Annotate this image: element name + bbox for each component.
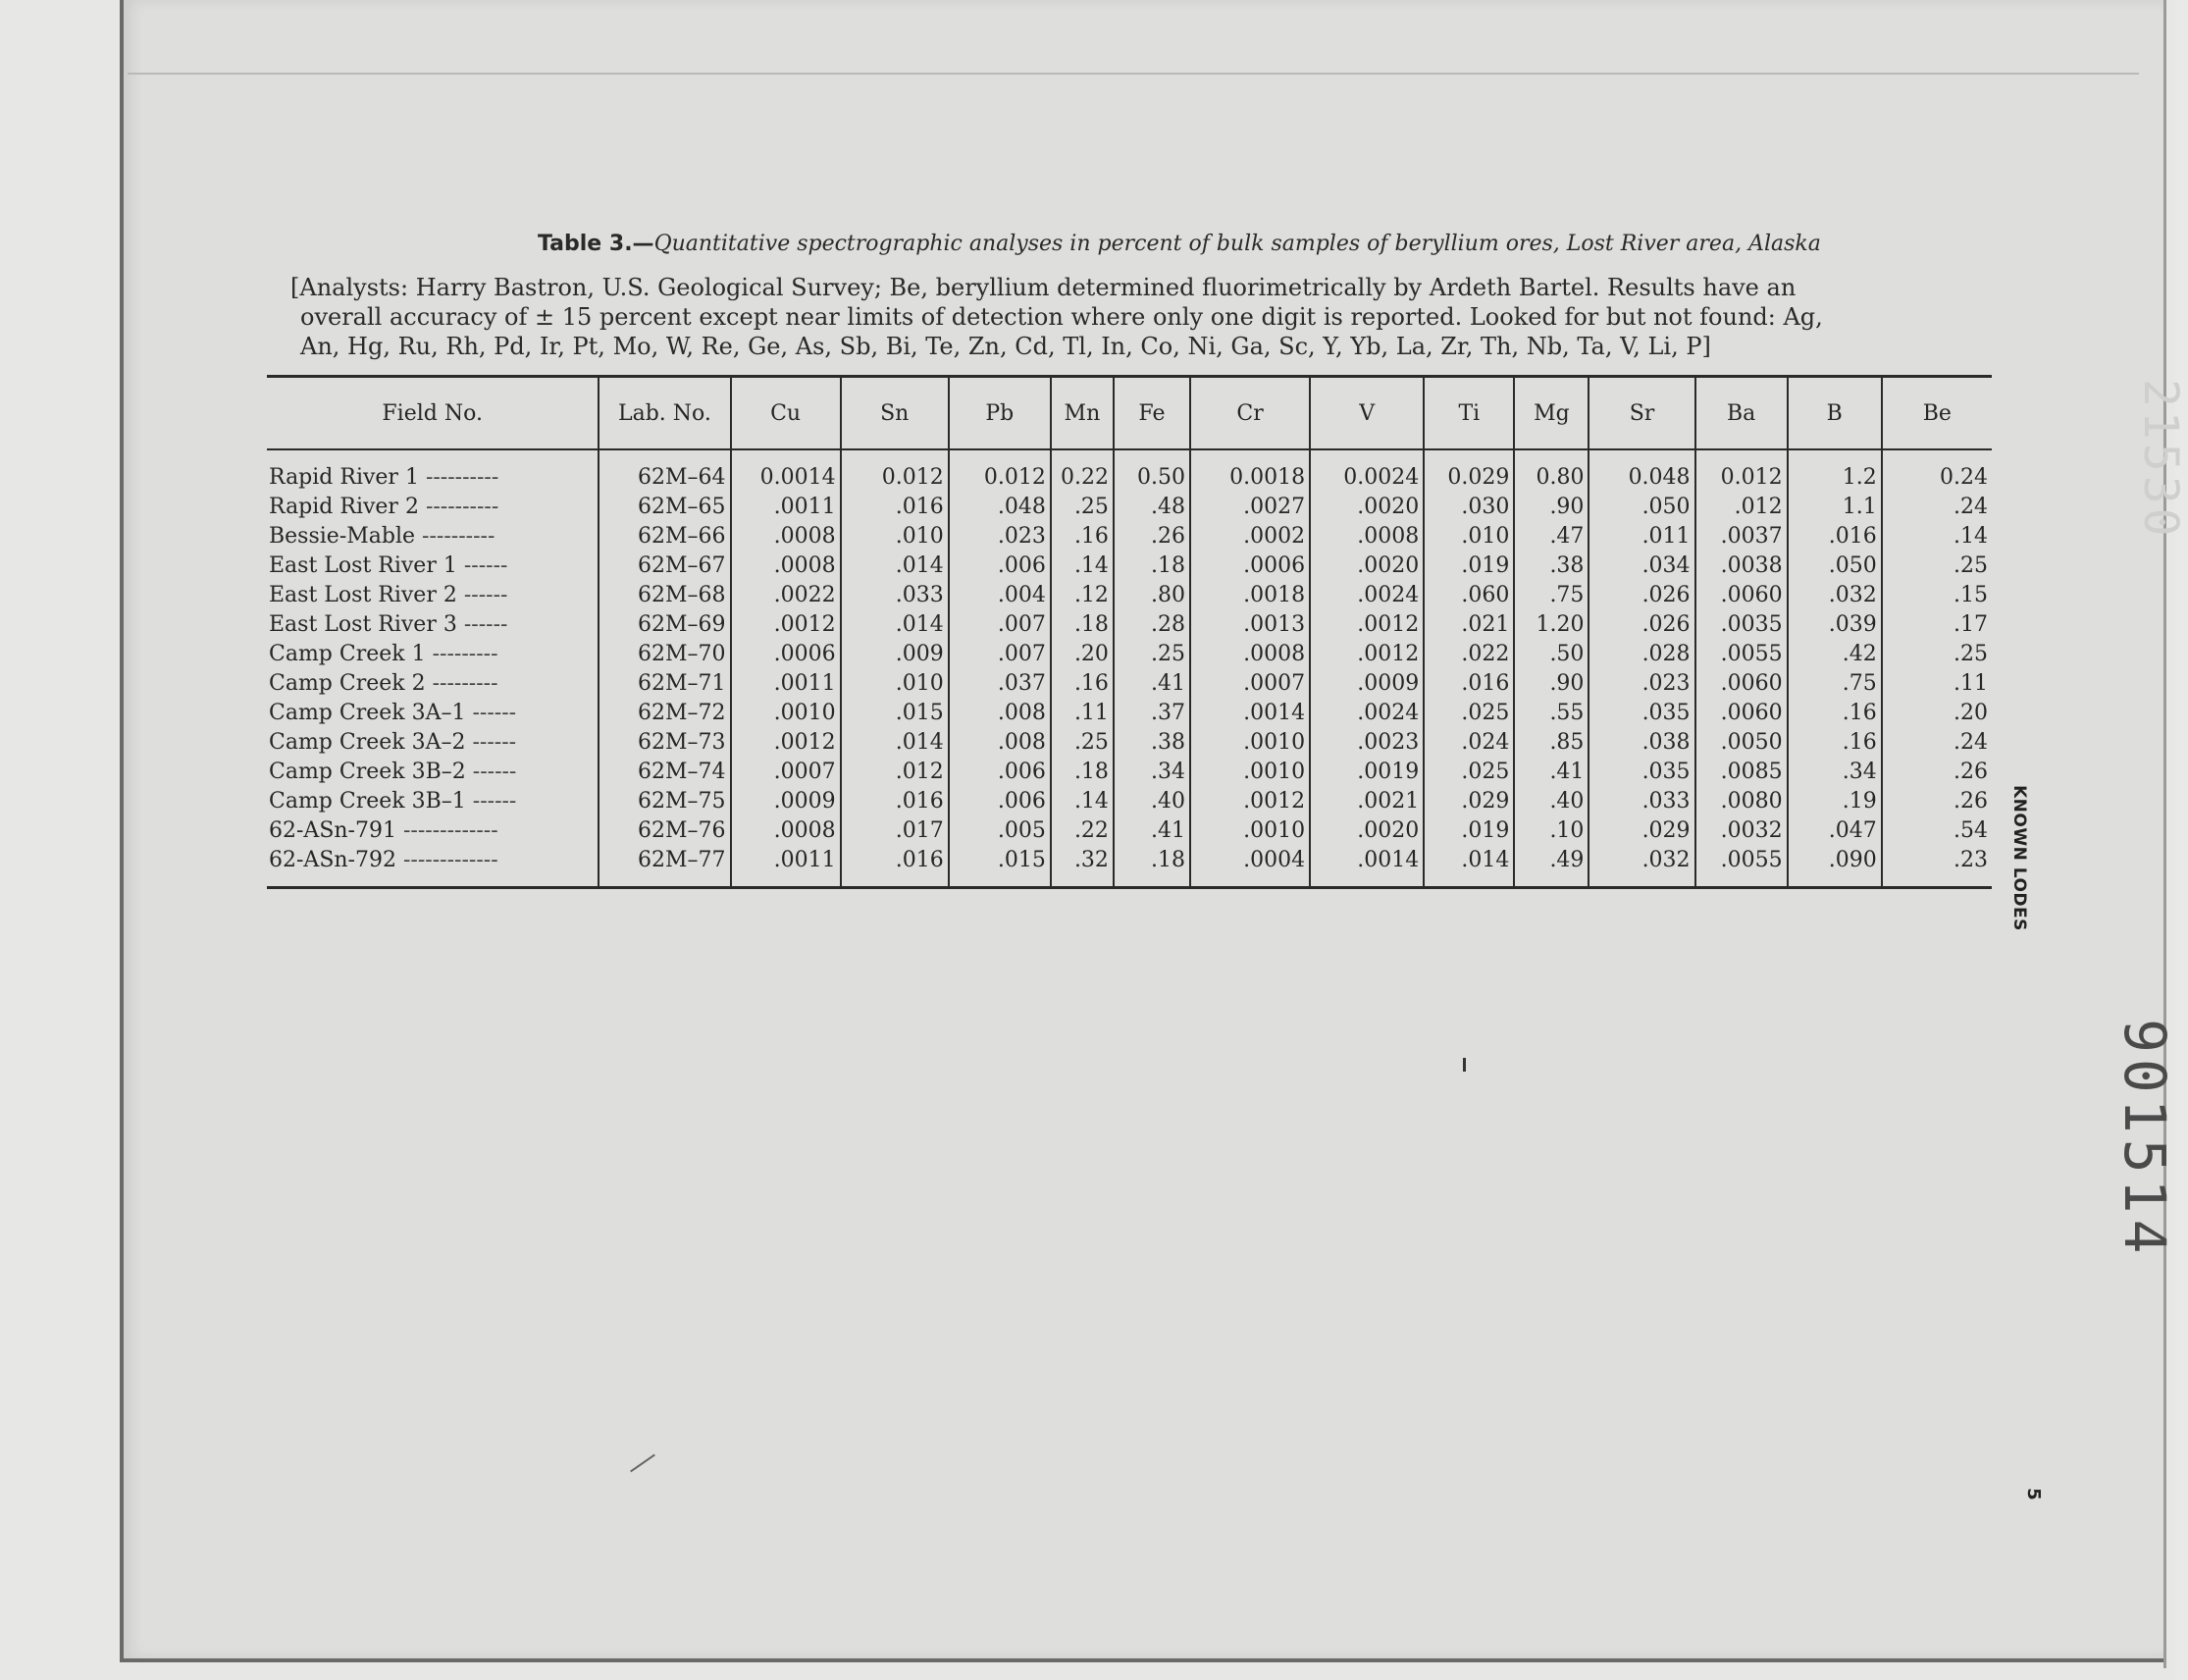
value-cell: .010 — [841, 521, 949, 551]
value-cell: .41 — [1114, 815, 1190, 845]
value-cell: .0080 — [1695, 786, 1788, 815]
table-row — [267, 492, 1992, 521]
column-header: Cr — [1190, 377, 1310, 450]
table-row — [267, 786, 1992, 815]
table-row — [267, 668, 1992, 698]
value-cell: .11 — [1051, 698, 1114, 727]
column-header: Sr — [1589, 377, 1694, 450]
value-cell: .55 — [1514, 698, 1589, 727]
value-cell: .11 — [1882, 668, 1992, 698]
column-header: Be — [1882, 377, 1992, 450]
value-cell: .038 — [1589, 727, 1694, 757]
table-title — [538, 232, 1821, 256]
field-no-text: Bessie-Mable — [269, 523, 416, 549]
value-cell: 1.20 — [1514, 609, 1589, 639]
value-cell: .014 — [841, 727, 949, 757]
value-cell: .016 — [841, 786, 949, 815]
value-cell: .75 — [1514, 580, 1589, 609]
value-cell: .54 — [1882, 815, 1992, 845]
value-cell: .034 — [1589, 551, 1694, 580]
section-label: KNOWN LODES — [2009, 785, 2029, 931]
value-cell: .47 — [1514, 521, 1589, 551]
value-cell: .26 — [1114, 521, 1190, 551]
value-cell: .0024 — [1310, 698, 1424, 727]
value-cell: .019 — [1424, 815, 1514, 845]
value-cell: .41 — [1514, 757, 1589, 786]
table-row — [267, 845, 1992, 888]
value-cell: .033 — [1589, 786, 1694, 815]
value-cell: .0018 — [1190, 580, 1310, 609]
value-cell: 0.0014 — [731, 449, 841, 492]
value-cell: .0032 — [1695, 815, 1788, 845]
value-cell: .010 — [1424, 521, 1514, 551]
value-cell: .019 — [1424, 551, 1514, 580]
value-cell: .035 — [1589, 698, 1694, 727]
lab-no-cell: 62M–77 — [599, 845, 730, 888]
value-cell: .20 — [1882, 698, 1992, 727]
value-cell: .060 — [1424, 580, 1514, 609]
field-no-text: East Lost River 1 — [269, 552, 457, 578]
sheet-fold-line — [128, 73, 2139, 75]
field-no-text: Camp Creek 3A–1 — [269, 700, 466, 725]
lab-no-cell: 62M–64 — [599, 449, 730, 492]
value-cell: .009 — [841, 639, 949, 668]
value-cell: .0024 — [1310, 580, 1424, 609]
column-header: Mg — [1514, 377, 1589, 450]
table-title-caption: Quantitative spectrographic analyses in percent of bulk samples of beryllium ores, Lost River area, Alaska — [653, 232, 1821, 256]
field-no-text: Camp Creek 1 — [269, 641, 426, 666]
value-cell: .029 — [1424, 786, 1514, 815]
value-cell: .007 — [949, 639, 1051, 668]
value-cell: .0019 — [1310, 757, 1424, 786]
value-cell: .028 — [1589, 639, 1694, 668]
table-row — [267, 727, 1992, 757]
value-cell: .0012 — [1190, 786, 1310, 815]
value-cell: .38 — [1514, 551, 1589, 580]
value-cell: .32 — [1051, 845, 1114, 888]
value-cell: .14 — [1882, 521, 1992, 551]
lab-no-cell: 62M–68 — [599, 580, 730, 609]
value-cell: .19 — [1788, 786, 1882, 815]
value-cell: .026 — [1589, 609, 1694, 639]
value-cell: .40 — [1114, 786, 1190, 815]
value-cell: .012 — [1695, 492, 1788, 521]
table-row — [267, 551, 1992, 580]
field-no-text: 62-ASn-791 — [269, 817, 396, 843]
value-cell: .016 — [841, 492, 949, 521]
table-row — [267, 757, 1992, 786]
value-cell: .032 — [1788, 580, 1882, 609]
value-cell: .048 — [949, 492, 1051, 521]
value-cell: .18 — [1114, 551, 1190, 580]
value-cell: .25 — [1051, 492, 1114, 521]
leader-dots: ---------- — [425, 494, 499, 519]
value-cell: .023 — [949, 521, 1051, 551]
value-cell: .050 — [1589, 492, 1694, 521]
value-cell: 0.0024 — [1310, 449, 1424, 492]
table-row — [267, 449, 1992, 492]
value-cell: .025 — [1424, 698, 1514, 727]
value-cell: .033 — [841, 580, 949, 609]
value-cell: .15 — [1882, 580, 1992, 609]
table-row — [267, 580, 1992, 609]
value-cell: .0060 — [1695, 698, 1788, 727]
value-cell: .0010 — [731, 698, 841, 727]
value-cell: .16 — [1788, 698, 1882, 727]
field-no-cell — [267, 757, 599, 786]
value-cell: .41 — [1114, 668, 1190, 698]
value-cell: .008 — [949, 698, 1051, 727]
value-cell: .26 — [1882, 757, 1992, 786]
leader-dots: ---------- — [422, 523, 495, 549]
value-cell: .010 — [841, 668, 949, 698]
lab-no-cell: 62M–66 — [599, 521, 730, 551]
field-no-text: 62-ASn-792 — [269, 847, 396, 872]
page-number: 5 — [2022, 1488, 2044, 1500]
value-cell: .16 — [1788, 727, 1882, 757]
value-cell: .032 — [1589, 845, 1694, 888]
value-cell: .0020 — [1310, 492, 1424, 521]
value-cell: .25 — [1051, 727, 1114, 757]
value-cell: .26 — [1882, 786, 1992, 815]
value-cell: .0007 — [1190, 668, 1310, 698]
value-cell: .039 — [1788, 609, 1882, 639]
value-cell: .0012 — [731, 609, 841, 639]
value-cell: .0012 — [731, 727, 841, 757]
value-cell: .029 — [1589, 815, 1694, 845]
value-cell: .24 — [1882, 492, 1992, 521]
value-cell: .005 — [949, 815, 1051, 845]
field-no-text: East Lost River 3 — [269, 611, 457, 637]
value-cell: .016 — [1788, 521, 1882, 551]
value-cell: .021 — [1424, 609, 1514, 639]
value-cell: .40 — [1514, 786, 1589, 815]
leader-dots: ------------- — [402, 817, 498, 843]
table-row — [267, 609, 1992, 639]
value-cell: .34 — [1114, 757, 1190, 786]
value-cell: .0020 — [1310, 815, 1424, 845]
value-cell: .42 — [1788, 639, 1882, 668]
value-cell: 1.2 — [1788, 449, 1882, 492]
value-cell: 0.50 — [1114, 449, 1190, 492]
value-cell: .80 — [1114, 580, 1190, 609]
value-cell: .016 — [1424, 668, 1514, 698]
leader-dots: --------- — [432, 670, 498, 696]
faded-stamp-number: 21530 — [2133, 379, 2188, 541]
value-cell: .14 — [1051, 786, 1114, 815]
value-cell: .24 — [1882, 727, 1992, 757]
leader-dots: ------ — [463, 552, 508, 578]
column-header: B — [1788, 377, 1882, 450]
table-row — [267, 698, 1992, 727]
value-cell: .85 — [1514, 727, 1589, 757]
table-row — [267, 521, 1992, 551]
leader-dots: ------ — [472, 759, 517, 784]
value-cell: 0.012 — [949, 449, 1051, 492]
value-cell: .12 — [1051, 580, 1114, 609]
value-cell: .0014 — [1310, 845, 1424, 888]
value-cell: .024 — [1424, 727, 1514, 757]
column-header: Sn — [841, 377, 949, 450]
value-cell: .25 — [1882, 551, 1992, 580]
value-cell: .0038 — [1695, 551, 1788, 580]
field-no-text: East Lost River 2 — [269, 582, 457, 607]
leader-dots: ------------- — [402, 847, 498, 872]
value-cell: .0037 — [1695, 521, 1788, 551]
value-cell: .0060 — [1695, 580, 1788, 609]
table-body — [267, 449, 1992, 888]
value-cell: .0002 — [1190, 521, 1310, 551]
value-cell: .34 — [1788, 757, 1882, 786]
value-cell: .008 — [949, 727, 1051, 757]
value-cell: .035 — [1589, 757, 1694, 786]
value-cell: .006 — [949, 551, 1051, 580]
value-cell: 0.22 — [1051, 449, 1114, 492]
value-cell: .18 — [1051, 609, 1114, 639]
value-cell: .023 — [1589, 668, 1694, 698]
lab-no-cell: 62M–73 — [599, 727, 730, 757]
value-cell: .0008 — [1190, 639, 1310, 668]
column-header: V — [1310, 377, 1424, 450]
table-row — [267, 815, 1992, 845]
value-cell: .0009 — [1310, 668, 1424, 698]
table-title-label: Table 3.— — [538, 232, 654, 256]
field-no-text: Camp Creek 2 — [269, 670, 426, 696]
value-cell: .026 — [1589, 580, 1694, 609]
value-cell: .75 — [1788, 668, 1882, 698]
value-cell: .015 — [949, 845, 1051, 888]
column-header: Ti — [1424, 377, 1514, 450]
value-cell: 1.1 — [1788, 492, 1882, 521]
field-no-cell — [267, 492, 599, 521]
lab-no-cell: 62M–69 — [599, 609, 730, 639]
lab-no-cell: 62M–71 — [599, 668, 730, 698]
lab-no-cell: 62M–65 — [599, 492, 730, 521]
value-cell: .017 — [841, 815, 949, 845]
field-no-cell — [267, 815, 599, 845]
value-cell: .0022 — [731, 580, 841, 609]
spectrographic-table — [267, 375, 1992, 889]
value-cell: .014 — [841, 609, 949, 639]
value-cell: .006 — [949, 757, 1051, 786]
value-cell: .16 — [1051, 668, 1114, 698]
value-cell: .23 — [1882, 845, 1992, 888]
value-cell: .022 — [1424, 639, 1514, 668]
value-cell: .18 — [1114, 845, 1190, 888]
value-cell: .007 — [949, 609, 1051, 639]
table-row — [267, 639, 1992, 668]
value-cell: .0008 — [1310, 521, 1424, 551]
value-cell: .0011 — [731, 845, 841, 888]
field-no-cell — [267, 668, 599, 698]
value-cell: .49 — [1514, 845, 1589, 888]
value-cell: .037 — [949, 668, 1051, 698]
value-cell: .38 — [1114, 727, 1190, 757]
field-no-cell — [267, 639, 599, 668]
value-cell: .0014 — [1190, 698, 1310, 727]
value-cell: .030 — [1424, 492, 1514, 521]
value-cell: .0011 — [731, 668, 841, 698]
field-no-cell — [267, 551, 599, 580]
value-cell: .0009 — [731, 786, 841, 815]
value-cell: .25 — [1114, 639, 1190, 668]
value-cell: .90 — [1514, 668, 1589, 698]
value-cell: .22 — [1051, 815, 1114, 845]
lab-no-cell: 62M–70 — [599, 639, 730, 668]
field-no-text: Rapid River 1 — [269, 464, 419, 490]
leader-dots: ------ — [463, 582, 508, 607]
field-no-cell — [267, 727, 599, 757]
value-cell: .047 — [1788, 815, 1882, 845]
value-cell: .18 — [1051, 757, 1114, 786]
document-stamp-number: 901514 — [2111, 1019, 2178, 1260]
value-cell: .0027 — [1190, 492, 1310, 521]
lab-no-cell: 62M–67 — [599, 551, 730, 580]
leader-dots: ------ — [472, 788, 517, 814]
value-cell: .0010 — [1190, 757, 1310, 786]
value-cell: .0050 — [1695, 727, 1788, 757]
value-cell: .0008 — [731, 815, 841, 845]
field-no-text: Camp Creek 3B–2 — [269, 759, 466, 784]
value-cell: 0.048 — [1589, 449, 1694, 492]
value-cell: .0020 — [1310, 551, 1424, 580]
lab-no-cell: 62M–72 — [599, 698, 730, 727]
value-cell: .0006 — [731, 639, 841, 668]
value-cell: .016 — [841, 845, 949, 888]
value-cell: .006 — [949, 786, 1051, 815]
field-no-text: Rapid River 2 — [269, 494, 419, 519]
value-cell: .025 — [1424, 757, 1514, 786]
value-cell: .0060 — [1695, 668, 1788, 698]
value-cell: .0008 — [731, 521, 841, 551]
value-cell: .0006 — [1190, 551, 1310, 580]
value-cell: .10 — [1514, 815, 1589, 845]
value-cell: 0.24 — [1882, 449, 1992, 492]
column-header: Ba — [1695, 377, 1788, 450]
column-header: Cu — [731, 377, 841, 450]
field-no-cell — [267, 786, 599, 815]
value-cell: .011 — [1589, 521, 1694, 551]
column-header: Field No. — [267, 377, 599, 450]
stray-tick-mark — [1463, 1058, 1466, 1072]
leader-dots: --------- — [432, 641, 498, 666]
value-cell: .0023 — [1310, 727, 1424, 757]
value-cell: .0007 — [731, 757, 841, 786]
value-cell: .0035 — [1695, 609, 1788, 639]
value-cell: .090 — [1788, 845, 1882, 888]
value-cell: .0021 — [1310, 786, 1424, 815]
leader-dots: ------ — [472, 729, 517, 755]
value-cell: .17 — [1882, 609, 1992, 639]
value-cell: .0055 — [1695, 639, 1788, 668]
value-cell: .0012 — [1310, 609, 1424, 639]
column-header: Mn — [1051, 377, 1114, 450]
value-cell: 0.80 — [1514, 449, 1589, 492]
value-cell: 0.012 — [1695, 449, 1788, 492]
lab-no-cell: 62M–75 — [599, 786, 730, 815]
leader-dots: ---------- — [425, 464, 499, 490]
value-cell: .0008 — [731, 551, 841, 580]
value-cell: .16 — [1051, 521, 1114, 551]
sheet-right-edge — [2163, 0, 2166, 1668]
column-header: Fe — [1114, 377, 1190, 450]
value-cell: .0055 — [1695, 845, 1788, 888]
value-cell: .0011 — [731, 492, 841, 521]
column-header: Lab. No. — [599, 377, 730, 450]
value-cell: .050 — [1788, 551, 1882, 580]
value-cell: .014 — [841, 551, 949, 580]
value-cell: .0013 — [1190, 609, 1310, 639]
value-cell: .0012 — [1310, 639, 1424, 668]
lab-no-cell: 62M–74 — [599, 757, 730, 786]
value-cell: .015 — [841, 698, 949, 727]
value-cell: .0085 — [1695, 757, 1788, 786]
value-cell: .014 — [1424, 845, 1514, 888]
value-cell: 0.012 — [841, 449, 949, 492]
field-no-cell — [267, 521, 599, 551]
value-cell: .50 — [1514, 639, 1589, 668]
value-cell: .14 — [1051, 551, 1114, 580]
value-cell: .012 — [841, 757, 949, 786]
value-cell: .0004 — [1190, 845, 1310, 888]
value-cell: .20 — [1051, 639, 1114, 668]
leader-dots: ------ — [463, 611, 508, 637]
value-cell: .004 — [949, 580, 1051, 609]
value-cell: .48 — [1114, 492, 1190, 521]
value-cell: 0.0018 — [1190, 449, 1310, 492]
field-no-cell — [267, 580, 599, 609]
field-no-cell — [267, 845, 599, 888]
value-cell: .37 — [1114, 698, 1190, 727]
lab-no-cell: 62M–76 — [599, 815, 730, 845]
column-header: Pb — [949, 377, 1051, 450]
field-no-cell — [267, 449, 599, 492]
analysts-note: [Analysts: Harry Bastron, U.S. Geological Survey; Be, beryllium determined fluorimetrically by Ardeth Bartel. Results have an overall accuracy of ± 15 percent except near limits of detection where only one digit is reported. Looked for but not found: Ag, An, Hg, Ru, Rh, Pd, Ir, Pt, Mo, W, Re, Ge, As, Sb, Bi, Te, Zn, Cd, Tl, In, Co, Ni, Ga, Sc, Y, Yb, La, Zr, Th, Nb, Ta, V, Li, P] — [290, 274, 1823, 360]
field-no-text: Camp Creek 3A–2 — [269, 729, 466, 755]
field-no-text: Camp Creek 3B–1 — [269, 788, 466, 814]
field-no-cell — [267, 698, 599, 727]
field-no-cell — [267, 609, 599, 639]
value-cell: .25 — [1882, 639, 1992, 668]
value-cell: .0010 — [1190, 815, 1310, 845]
value-cell: 0.029 — [1424, 449, 1514, 492]
table-header-row — [267, 377, 1992, 450]
value-cell: .90 — [1514, 492, 1589, 521]
value-cell: .0010 — [1190, 727, 1310, 757]
leader-dots: ------ — [472, 700, 517, 725]
value-cell: .28 — [1114, 609, 1190, 639]
